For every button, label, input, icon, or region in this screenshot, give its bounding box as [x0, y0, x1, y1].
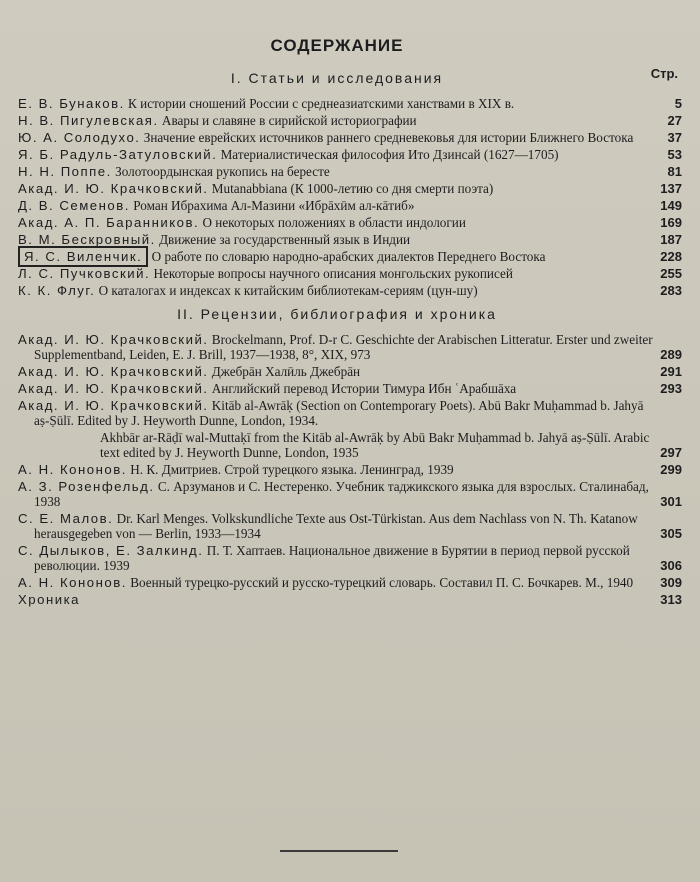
entry-author: Акад. И. Ю. Крачковский.	[18, 364, 209, 379]
toc-entry	[18, 332, 682, 362]
entry-title: Н. К. Дмитриев. Строй турецкого языка. Ленинград, 1939	[130, 462, 454, 477]
toc-entry	[18, 479, 682, 509]
toc-entry	[18, 130, 682, 145]
entry-text	[18, 381, 516, 396]
entry-page-number: 187	[660, 232, 682, 247]
entry-page-number: 137	[660, 181, 682, 196]
toc-entry	[18, 430, 682, 460]
entry-author: К. К. Флуг.	[18, 283, 96, 298]
entry-title: Brockelmann, Prof. D-r C. Geschichte der Arabischen Litteratur. Erster und zweiter Supplementband, Leiden, E. J. Brill, 1937—1938, 8°, XIX, 973	[34, 332, 653, 362]
entry-author: Акад. А. П. Баранников.	[18, 215, 200, 230]
entry-text	[18, 332, 653, 362]
entry-author: Я. Б. Радуль-Затуловский.	[18, 147, 218, 162]
entry-author: Ю. А. Солодухо.	[18, 130, 141, 145]
entry-page-number: 309	[660, 575, 682, 590]
entry-text	[18, 364, 360, 379]
entry-page-number: 149	[660, 198, 682, 213]
entry-page-number: 81	[667, 164, 682, 179]
entry-title: Некоторые вопросы научного описания монгольских рукописей	[153, 266, 513, 281]
entry-page-number: 228	[660, 249, 682, 264]
entry-text	[18, 266, 513, 281]
entry-text	[18, 96, 514, 111]
entry-page-number: 289	[660, 347, 682, 362]
toc-entry	[18, 198, 682, 213]
entry-text	[18, 246, 545, 267]
toc-entry	[18, 249, 682, 264]
section-2	[18, 306, 682, 607]
entry-author: А. Н. Кононов.	[18, 575, 127, 590]
entry-text	[18, 215, 466, 230]
entry-title: Военный турецко-русский и русско-турецкий словарь. Составил П. С. Бочкарев. М., 1940	[130, 575, 634, 590]
entry-text	[18, 164, 330, 179]
entry-page-number: 53	[667, 147, 682, 162]
toc-entry	[18, 398, 656, 428]
bottom-divider	[280, 850, 398, 852]
entry-author: А. Н. Кононов.	[18, 462, 127, 477]
entry-author: Акад. И. Ю. Крачковский.	[18, 381, 209, 396]
entry-author: Акад. И. Ю. Крачковский.	[18, 181, 209, 196]
entry-author: Н. Н. Поппе.	[18, 164, 112, 179]
entry-page-number: 293	[660, 381, 682, 396]
entry-page-number: 297	[660, 445, 682, 460]
entry-page-number: 291	[660, 364, 682, 379]
page-column-label: Стр.	[650, 66, 678, 81]
entry-title: Значение еврейских источников раннего средневековья для истории Ближнего Востока	[143, 130, 634, 145]
entry-title: Материалистическая философия Ито Дзинсай (1627—1705)	[220, 147, 559, 162]
entry-page-number: 283	[660, 283, 682, 298]
entry-author: Н. В. Пигулевская.	[18, 113, 159, 128]
entry-title: Английский перевод Истории Тимура Ибн ʿАрабшāха	[211, 381, 517, 396]
entry-text	[18, 592, 80, 607]
entry-author: Акад. И. Ю. Крачковский.	[18, 332, 209, 347]
entry-title: Kitāb al-Awrāḳ (Section on Contemporary Poets). Abū Bakr Muḥammad b. Jahyā aṣ-Ṣūlī. Edited by J. Heyworth Dunne, London, 1934.	[34, 398, 644, 428]
entry-text	[100, 430, 649, 460]
toc-entry	[18, 364, 682, 379]
entry-author: Л. С. Пучковский.	[18, 266, 151, 281]
toc-entry	[18, 511, 682, 541]
entry-text	[18, 283, 478, 298]
entry-text	[18, 575, 633, 590]
toc-entry	[18, 232, 682, 247]
entry-title: Джебрāн Халӣль Джебрāн	[211, 364, 361, 379]
entry-page-number: 169	[660, 215, 682, 230]
entry-title: Akhbār ar-Rāḍī wal-Muttaḳī from the Kitāb al-Awrāḳ by Abū Bakr Muḥammad b. Jahyā aṣ-Ṣūlī. Arabic text edited by J. Heyworth Dunne, London, 1935	[100, 430, 650, 460]
entry-author: Я. С. Виленчик.	[18, 246, 148, 267]
entry-title: Движение за государственный язык в Индии	[159, 232, 411, 247]
toc-entry	[18, 266, 682, 281]
toc-entry	[18, 164, 682, 179]
section-heading: I. Статьи и исследования	[230, 70, 444, 86]
entry-text	[18, 479, 649, 509]
entry-list	[18, 96, 682, 298]
entry-author: Акад. И. Ю. Крачковский.	[18, 398, 209, 413]
entry-page-number: 27	[667, 113, 682, 128]
entry-title: Роман Ибрахима Ал-Мазини «Ибрāхӣм ал-кāтиб»	[133, 198, 415, 213]
entry-page-number: 37	[667, 130, 682, 145]
entry-title: П. Т. Хаптаев. Национальное движение в Бурятии в период первой русской революции. 1939	[34, 543, 630, 573]
entry-title: С. Арзуманов и С. Нестеренко. Учебник таджикского языка для взрослых. Сталинабад, 1938	[34, 479, 649, 509]
toc-entry	[18, 592, 682, 607]
entry-page-number: 301	[660, 494, 682, 509]
toc-entry	[18, 462, 682, 477]
toc-entry	[18, 147, 682, 162]
entry-text	[18, 398, 643, 428]
entry-text	[18, 511, 638, 541]
entry-text	[18, 543, 630, 573]
entry-author: В. М. Бескровный.	[18, 232, 156, 247]
entry-title: О работе по словарю народно-арабских диалектов Переднего Востока	[151, 249, 546, 264]
entry-text	[18, 198, 414, 213]
entry-text	[18, 232, 410, 247]
toc-entry	[18, 283, 682, 298]
entry-page-number: 306	[660, 558, 682, 573]
entry-author: А. З. Розенфельд.	[18, 479, 155, 494]
toc-entry	[18, 543, 682, 573]
entry-author: Хроника	[18, 592, 81, 607]
toc-entry	[18, 181, 682, 196]
entry-title: Mutanabbiana (К 1000-летию со дня смерти поэта)	[211, 181, 494, 196]
entry-page-number: 299	[660, 462, 682, 477]
entry-list	[18, 332, 682, 607]
toc-entry	[18, 381, 682, 396]
entry-page-number: 305	[660, 526, 682, 541]
entry-text	[18, 181, 493, 196]
toc-entry	[18, 215, 682, 230]
entry-title: Золотоордынская рукопись на бересте	[115, 164, 330, 179]
entry-page-number: 313	[660, 592, 682, 607]
entry-text	[18, 130, 633, 145]
entry-text	[18, 113, 417, 128]
entry-title: Авары и славяне в сирийской историографии	[161, 113, 417, 128]
entry-title: О некоторых положениях в области индологии	[202, 215, 466, 230]
toc-entry	[18, 575, 682, 590]
entry-author: С. Дылыков, Е. Залкинд.	[18, 543, 204, 558]
entry-author: С. Е. Малов.	[18, 511, 114, 526]
toc-entry	[18, 113, 682, 128]
entry-text	[18, 147, 559, 162]
entry-page-number: 5	[674, 96, 682, 111]
entry-text	[18, 462, 454, 477]
entry-author: Е. В. Бунаков.	[18, 96, 125, 111]
entry-title: Dr. Karl Menges. Volkskundliche Texte aus Ost-Türkistan. Aus dem Nachlass von N. Th. Katanow herausgegeben von — Berlin, 1933—1934	[34, 511, 638, 541]
entry-page-number: 255	[660, 266, 682, 281]
toc-entry	[18, 96, 682, 111]
entry-author: Д. В. Семенов.	[18, 198, 130, 213]
entry-title: О каталогах и индексах к китайским библиотекам-сериям (цун-шу)	[98, 283, 478, 298]
page-title: СОДЕРЖАНИЕ	[270, 36, 404, 55]
entry-title: К истории сношений России с среднеазиатскими ханствами в XIX в.	[128, 96, 515, 111]
section-heading: II. Рецензии, библиография и хроника	[177, 306, 497, 322]
